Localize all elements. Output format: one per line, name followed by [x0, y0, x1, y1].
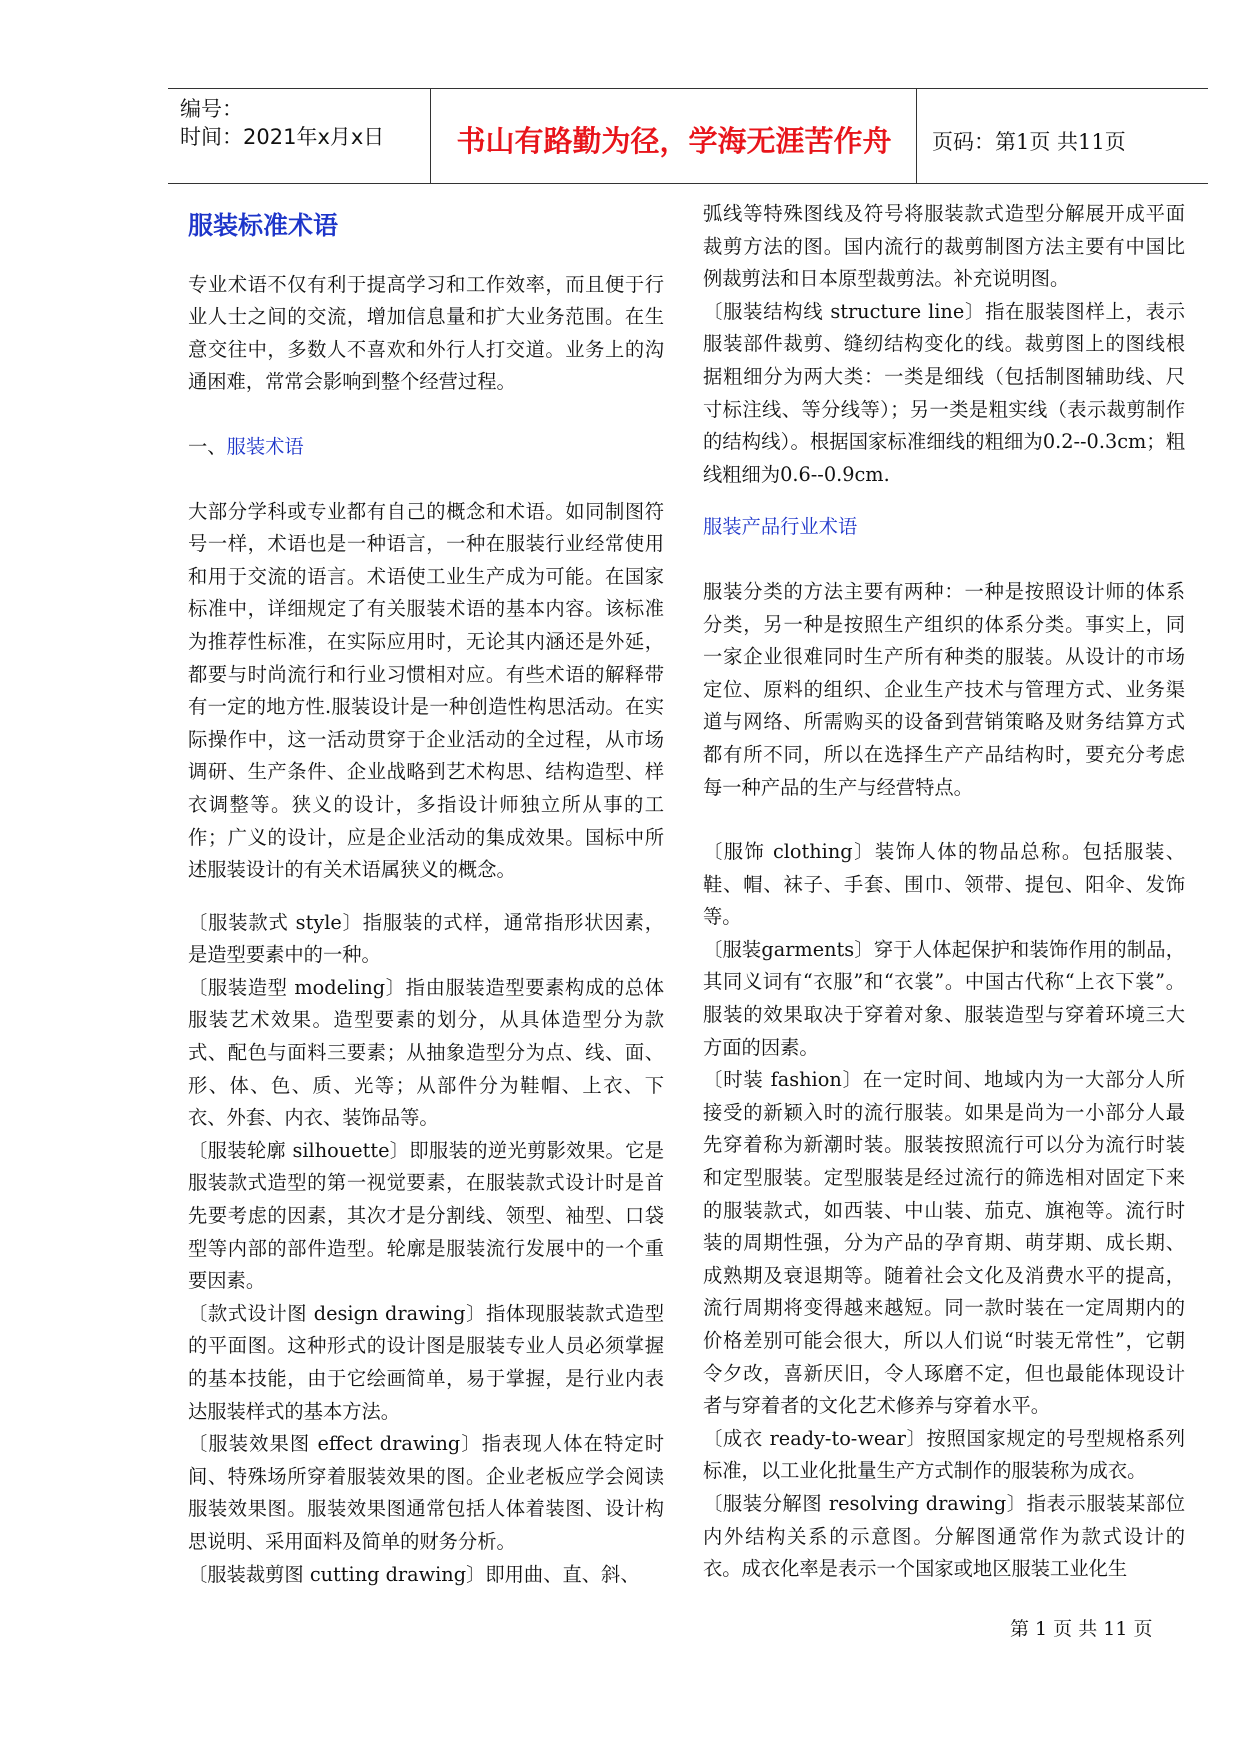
term-structure-line: 〔服装结构线 structure line〕指在服装图样上，表示服装部件裁剪、缝纫结构变化的线。裁剪图上的图线根据粗细分为两大类：一类是细线（包括制图辅助线、尺寸标注线、等分线等）；另一类是粗实线（表示裁剪制作的结构线）。根据国家标准细线的粗细为0.2--0.3cm；粗线粗细为0.6--0.9cm.: [703, 299, 1185, 486]
spacer: [188, 464, 664, 496]
term-cutting-drawing: 〔服装裁剪图 cutting drawing〕即用曲、直、斜、: [188, 1562, 640, 1586]
left-column: [188, 198, 664, 1591]
page-header: [168, 88, 1208, 184]
spacer: [703, 544, 1185, 576]
term-silhouette: 〔服装轮廓 silhouette〕即服装的逆光剪影效果。它是服装款式造型的第一视觉要素，在服装款式设计时是首先要考虑的因素，其次才是分割线、领型、袖型、口袋型等内部的部件造型。轮廓是服装流行发展中的一个重要因素。: [188, 1138, 664, 1293]
intro-paragraph: 专业术语不仅有利于提高学习和工作效率，而且便于行业人士之间的交流，增加信息量和扩大业务范围。在生意交往中，多数人不喜欢和外行人打交道。业务上的沟通困难，常常会影响到整个经营过程。: [188, 272, 664, 394]
spacer: [703, 804, 1185, 836]
term-modeling: 〔服装造型 modeling〕指由服装造型要素构成的总体服装艺术效果。造型要素的划分，从具体造型分为款式、配色与面料三要素；从抽象造型分为点、线、面、形、体、色、质、光等；从部件分为鞋帽、上衣、下衣、外套、内衣、装饰品等。: [188, 975, 664, 1130]
page-footer: 第 1 页 共 11 页: [1010, 1618, 1153, 1640]
term-effect-drawing: 〔服装效果图 effect drawing〕指表现人体在特定时间、特殊场所穿着服装效果的图。企业老板应学会阅读服装效果图。服装效果图通常包括人体着装图、设计构思说明、采用面料及简单的财务分析。: [188, 1432, 664, 1553]
spacer: [703, 491, 1185, 511]
section-number: 一、: [188, 434, 227, 458]
spacer: [188, 887, 664, 907]
header-middle-cell: [432, 89, 917, 183]
section-title: 服装术语: [226, 434, 304, 458]
right-column: [703, 198, 1185, 1586]
term-design-drawing: 〔款式设计图 design drawing〕指体现服装款式造型的平面图。这种形式的设计图是服装专业人员必须掌握的基本技能，由于它绘画简单，易于掌握，是行业内表达服装样式的基本方法。: [188, 1301, 664, 1423]
term-garments: 〔服装garments〕穿于人体起保护和装饰作用的制品，其同义词有“衣服”和“衣裳”。中国古代称“上衣下裳”。服装的效果取决于穿着对象、服装造型与穿着环境三大方面的因素。: [703, 937, 1185, 1059]
header-page-label: 页码：第1页 共11页: [932, 130, 1126, 154]
section-heading-product-terms: 服装产品行业术语: [703, 515, 858, 539]
header-left-cell: [168, 89, 431, 183]
term-resolving-drawing: 〔服装分解图 resolving drawing〕指表示服装某部位内外结构关系的示意图。分解图通常作为款式设计的衣。成衣化率是表示一个国家或地区服装工业化生: [703, 1491, 1185, 1581]
term-fashion: 〔时装 fashion〕在一定时间、地域内为一大部分人所接受的新颖入时的流行服装。如果是尚为一小部分人最先穿着称为新潮时装。服装按照流行可以分为流行时装和定型服装。定型服装是经过流行的筛选相对固定下来的服装款式，如西装、中山装、茄克、旗袍等。流行时装的周期性强，分为产品的孕育期、萌芽期、成长期、成熟期及衰退期等。随着社会文化及消费水平的提高，流行周期将变得越来越短。同一款时装在一定周期内的价格差别可能会很大，所以人们说“时装无常性”，它朝令夕改，喜新厌旧，令人琢磨不定，但也最能体现设计者与穿着者的文化艺术修养与穿着水平。: [703, 1068, 1185, 1418]
term-style: 〔服装款式 style〕指服装的式样，通常指形状因素，是造型要素中的一种。: [188, 910, 664, 967]
cutting-drawing-continuation: 弧线等特殊图线及符号将服装款式造型分解展开成平面裁剪方法的图。国内流行的裁剪制图方法主要有中国比例裁剪法和日本原型裁剪法。补充说明图。: [703, 202, 1185, 291]
section-body-paragraph: 大部分学科或专业都有自己的概念和术语。如同制图符号一样，术语也是一种语言，一种在服装行业经常使用和用于交流的语言。术语使工业生产成为可能。在国家标准中，详细规定了有关服装术语的基本内容。该标准为推荐性标准，在实际应用时，无论其内涵还是外延，都要与时尚流行和行业习惯相对应。有些术语的解释带有一定的地方性.服装设计是一种创造性构思活动。在实际操作中，这一活动贯穿于企业活动的全过程，从市场调研、生产条件、企业战略到艺术构思、结构造型、样衣调整等。狭义的设计，多指设计师独立所从事的工作；广义的设计，应是企业活动的集成效果。国标中所述服装设计的有关术语属狭义的概念。: [188, 499, 664, 882]
term-clothing: 〔服饰 clothing〕装饰人体的物品总称。包括服装、鞋、帽、袜子、手套、围巾、领带、提包、阳伞、发饰等。: [703, 840, 1185, 929]
term-ready-to-wear: 〔成衣 ready-to-wear〕按照国家规定的号型规格系列标准，以工业化批量生产方式制作的服装称为成衣。: [703, 1426, 1185, 1483]
header-motto: 书山有路勤为径，学海无涯苦作舟: [456, 124, 892, 158]
document-number-label: 编号：: [180, 97, 243, 121]
document-title: 服装标准术语: [188, 211, 339, 240]
section-heading-clothing-terms: [188, 431, 664, 464]
header-right-cell: [918, 89, 1208, 183]
spacer: [188, 399, 664, 431]
document-time-label: 时间：2021年x月x日: [180, 125, 385, 149]
section-body-paragraph: 服装分类的方法主要有两种：一种是按照设计师的体系分类，另一种是按照生产组织的体系分类。事实上，同一家企业很难同时生产所有种类的服装。从设计的市场定位、原料的组织、企业生产技术与管理方式、业务渠道与网络、所需购买的设备到营销策略及财务结算方式都有所不同，所以在选择生产产品结构时，要充分考虑每一种产品的生产与经营特点。: [703, 579, 1185, 799]
